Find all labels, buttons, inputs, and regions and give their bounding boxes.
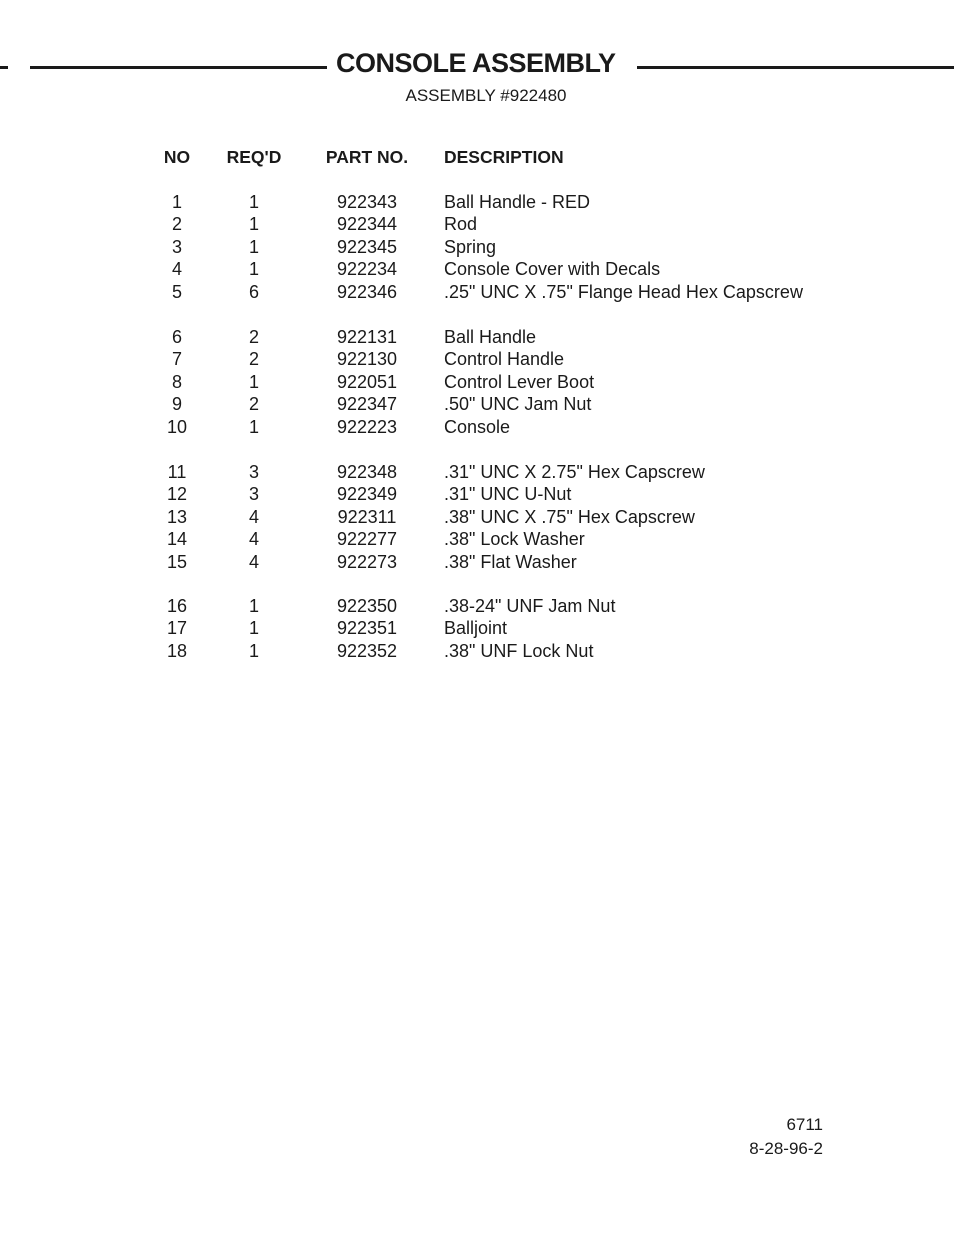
row-description: .31" UNC X 2.75" Hex Capscrew: [444, 462, 705, 482]
row-no: 14: [166, 529, 188, 550]
row-no: 8: [171, 371, 182, 392]
row-description: Spring: [444, 236, 497, 257]
header-rule-left: [30, 66, 327, 69]
row-part-no: 922311: [337, 506, 397, 527]
row-part-no: 922351: [336, 618, 398, 639]
row-no: 1: [171, 192, 182, 212]
row-part-no: 922348: [336, 462, 398, 482]
header-rule-tick: [0, 66, 8, 69]
row-no: 2: [171, 214, 182, 235]
row-no: 7: [171, 349, 182, 370]
row-part-no: 922346: [336, 281, 398, 302]
row-description: .25" UNC X .75" Flange Head Hex Capscrew: [444, 281, 803, 302]
row-qty: 6: [248, 281, 259, 302]
row-part-no: 922349: [336, 484, 398, 505]
row-qty: 1: [248, 596, 259, 616]
row-description: Ball Handle - RED: [444, 192, 591, 212]
row-qty: 1: [248, 371, 259, 392]
row-no: 6: [171, 327, 182, 347]
row-qty: 1: [248, 236, 259, 257]
date-code: 8-28-96-2: [749, 1139, 823, 1158]
column-header-no: NO: [163, 147, 191, 167]
row-qty: 4: [248, 529, 259, 550]
row-description: .38" UNC X .75" Hex Capscrew: [444, 506, 695, 527]
row-part-no: 922350: [336, 596, 398, 616]
row-qty: 1: [248, 214, 259, 235]
row-qty: 2: [248, 394, 259, 415]
row-qty: 4: [248, 551, 259, 572]
column-header-part-no: PART NO.: [325, 147, 409, 167]
row-description: Control Lever Boot: [444, 371, 595, 392]
row-part-no: 922234: [336, 259, 398, 280]
row-part-no: 922223: [336, 416, 398, 437]
row-description: .50" UNC Jam Nut: [444, 394, 592, 415]
row-qty: 2: [248, 327, 259, 347]
assembly-number: ASSEMBLY #922480: [405, 86, 567, 105]
row-no: 13: [166, 506, 188, 527]
row-no: 18: [166, 640, 188, 661]
row-no: 17: [166, 618, 188, 639]
row-part-no: 922347: [336, 394, 398, 415]
row-no: 5: [171, 281, 182, 302]
row-no: 3: [171, 236, 182, 257]
row-description: Rod: [444, 214, 478, 235]
row-description: Balljoint: [444, 618, 508, 639]
row-part-no: 922345: [336, 236, 398, 257]
row-no: 10: [166, 416, 188, 437]
row-description: Console: [444, 416, 511, 437]
row-part-no: 922343: [336, 192, 398, 212]
page-code: 6711: [786, 1115, 823, 1134]
row-no: 12: [166, 484, 188, 505]
row-no: 4: [171, 259, 182, 280]
row-qty: 4: [248, 506, 259, 527]
row-part-no: 922051: [336, 371, 398, 392]
row-part-no: 922352: [336, 640, 398, 661]
row-qty: 1: [248, 192, 259, 212]
row-part-no: 922130: [336, 349, 398, 370]
row-part-no: 922131: [336, 327, 398, 347]
row-qty: 3: [248, 484, 259, 505]
row-description: Ball Handle: [444, 327, 537, 347]
row-description: .38-24" UNF Jam Nut: [444, 596, 616, 616]
row-no: 9: [171, 394, 182, 415]
row-qty: 1: [248, 640, 259, 661]
header-rule-right: [637, 66, 954, 69]
row-description: .38" UNF Lock Nut: [444, 640, 594, 661]
row-no: 15: [166, 551, 188, 572]
row-part-no: 922344: [336, 214, 398, 235]
row-qty: 1: [248, 259, 259, 280]
row-no: 11: [167, 462, 187, 482]
row-qty: 1: [248, 416, 259, 437]
page-title: CONSOLE ASSEMBLY: [336, 48, 616, 78]
row-part-no: 922277: [336, 529, 398, 550]
row-qty: 2: [248, 349, 259, 370]
column-header-description: DESCRIPTION: [444, 147, 564, 167]
column-header-reqd: REQ'D: [226, 147, 282, 167]
row-description: Console Cover with Decals: [444, 259, 661, 280]
row-qty: 1: [248, 618, 259, 639]
row-description: .31" UNC U-Nut: [444, 484, 572, 505]
row-qty: 3: [248, 462, 259, 482]
row-part-no: 922273: [336, 551, 398, 572]
row-no: 16: [166, 596, 188, 616]
row-description: Control Handle: [444, 349, 565, 370]
row-description: .38" Flat Washer: [444, 551, 577, 572]
row-description: .38" Lock Washer: [444, 529, 585, 550]
